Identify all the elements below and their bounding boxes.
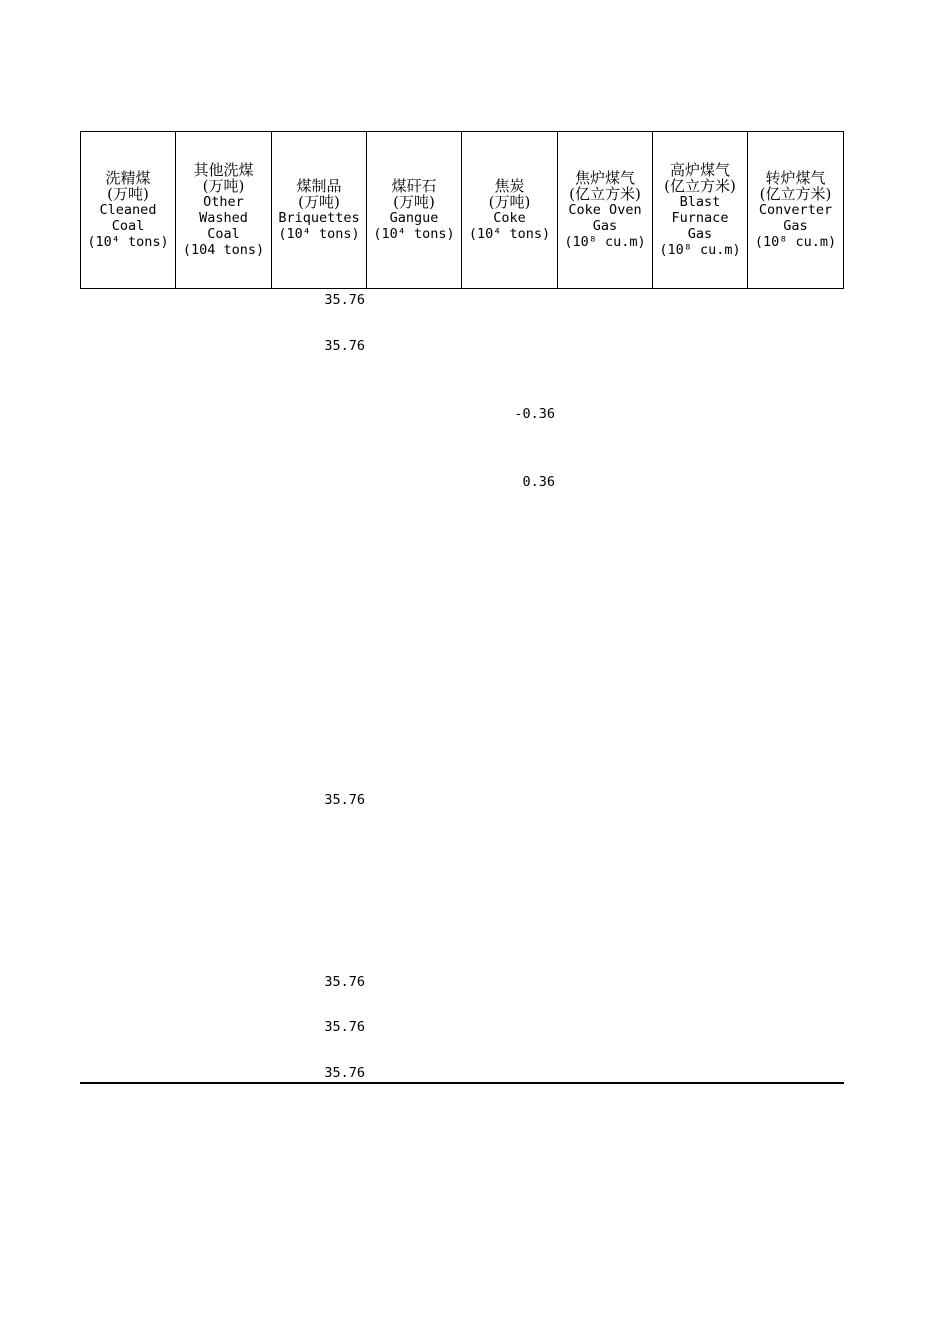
header-unit: (104 tons) xyxy=(182,242,265,258)
briquettes-value: 35.76 xyxy=(324,338,365,354)
header-unit: (10⁴ tons) xyxy=(468,226,551,242)
header-cn-unit: (万吨) xyxy=(488,193,531,211)
header-cn: 焦炉煤气 xyxy=(574,169,635,187)
header-blast-furnace-gas xyxy=(653,132,748,288)
header-cn: 煤制品 xyxy=(296,177,342,195)
coke-value: -0.36 xyxy=(514,406,555,422)
header-cn: 其他洗煤 xyxy=(193,161,254,179)
table-body xyxy=(80,289,844,1083)
header-gangue xyxy=(367,132,462,288)
header-cn-unit: (万吨) xyxy=(202,177,245,195)
header-cn-unit: (亿立方米) xyxy=(759,185,832,203)
table-header xyxy=(80,131,844,289)
header-converter-gas xyxy=(748,132,843,288)
header-unit: (10⁸ cu.m) xyxy=(754,234,837,250)
header-en: Coke Oven Gas xyxy=(568,202,642,234)
header-cn: 高炉煤气 xyxy=(669,161,730,179)
header-cn-unit: (万吨) xyxy=(393,193,435,211)
header-en: Cleaned Coal xyxy=(99,202,157,234)
header-en: Converter Gas xyxy=(758,202,833,234)
header-unit: (10⁸ cu.m) xyxy=(659,242,741,258)
header-unit: (10⁴ tons) xyxy=(373,226,455,242)
briquettes-value: 35.76 xyxy=(324,1065,365,1081)
header-cn: 焦炭 xyxy=(494,177,525,195)
coke-value: 0.36 xyxy=(522,474,555,490)
header-coke xyxy=(462,132,558,288)
briquettes-value: 35.76 xyxy=(324,1019,365,1035)
header-cn-unit: (万吨) xyxy=(107,185,149,203)
header-cleaned-coal xyxy=(81,132,176,288)
header-cn: 转炉煤气 xyxy=(765,169,826,187)
header-en: Coke xyxy=(493,210,526,226)
bottom-rule xyxy=(80,1082,844,1084)
header-en: Blast Furnace Gas xyxy=(671,194,729,242)
header-cn-unit: (亿立方米) xyxy=(664,177,736,195)
data-table xyxy=(80,131,844,1083)
header-en: Gangue xyxy=(389,210,439,226)
header-unit: (10⁴ tons) xyxy=(87,234,169,250)
header-cn-unit: (亿立方米) xyxy=(569,185,641,203)
header-en: Briquettes xyxy=(278,210,360,226)
briquettes-value: 35.76 xyxy=(324,792,365,808)
header-cn-unit: (万吨) xyxy=(298,193,340,211)
header-unit: (10⁴ tons) xyxy=(278,226,360,242)
header-other-washed-coal xyxy=(176,132,272,288)
header-briquettes xyxy=(272,132,367,288)
briquettes-value: 35.76 xyxy=(324,974,365,990)
header-cn: 煤矸石 xyxy=(391,177,437,195)
header-cn: 洗精煤 xyxy=(105,169,151,187)
header-en: Other Washed Coal xyxy=(199,194,248,242)
header-coke-oven-gas xyxy=(558,132,653,288)
briquettes-value: 35.76 xyxy=(324,292,365,308)
header-unit: (10⁸ cu.m) xyxy=(564,234,646,250)
